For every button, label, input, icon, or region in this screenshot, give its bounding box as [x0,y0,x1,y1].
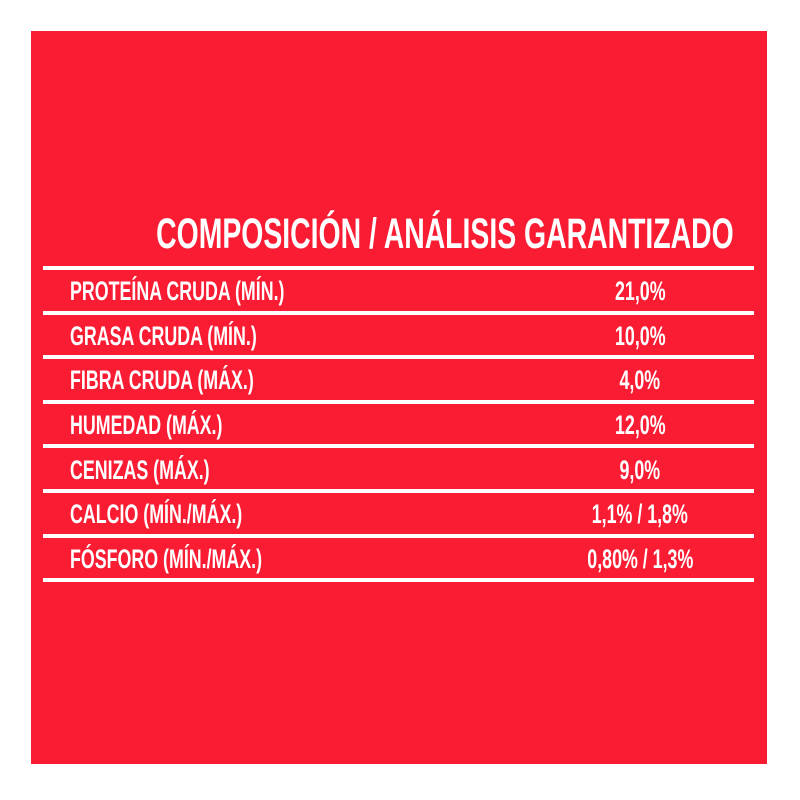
table-row [43,489,754,534]
row-label: FÓSFORO (MÍN./MÁX.) [70,543,263,574]
row-label: FIBRA CRUDA (MÁX.) [70,365,254,396]
composition-title: COMPOSICIÓN / ANÁLISIS GARANTIZADO [156,210,734,258]
row-value: 21,0% [614,276,666,307]
row-label: PROTEÍNA CRUDA (MÍN.) [70,276,285,307]
table-row [43,534,754,579]
row-label: CENIZAS (MÁX.) [70,454,210,485]
row-value-box [540,493,740,534]
row-value: 1,1% / 1,8% [591,499,689,530]
row-value-box [540,270,740,311]
row-label: GRASA CRUDA (MÍN.) [70,320,257,351]
row-value-box [540,315,740,356]
row-label: HUMEDAD (MÁX.) [70,410,223,441]
table-row [43,266,754,311]
row-value-box [540,404,740,445]
analysis-table [43,266,754,582]
label-panel [31,31,767,764]
table-row [43,444,754,489]
table-row [43,311,754,356]
row-value: 4,0% [619,365,661,396]
row-value: 9,0% [619,454,661,485]
row-value-box [540,359,740,400]
row-value-box [540,448,740,489]
row-value-box [540,538,740,579]
table-row [43,400,754,445]
row-value: 10,0% [614,320,666,351]
row-value: 0,80% / 1,3% [586,543,693,574]
row-label: CALCIO (MÍN./MÁX.) [70,499,243,530]
table-row [43,355,754,400]
row-value: 12,0% [614,410,666,441]
